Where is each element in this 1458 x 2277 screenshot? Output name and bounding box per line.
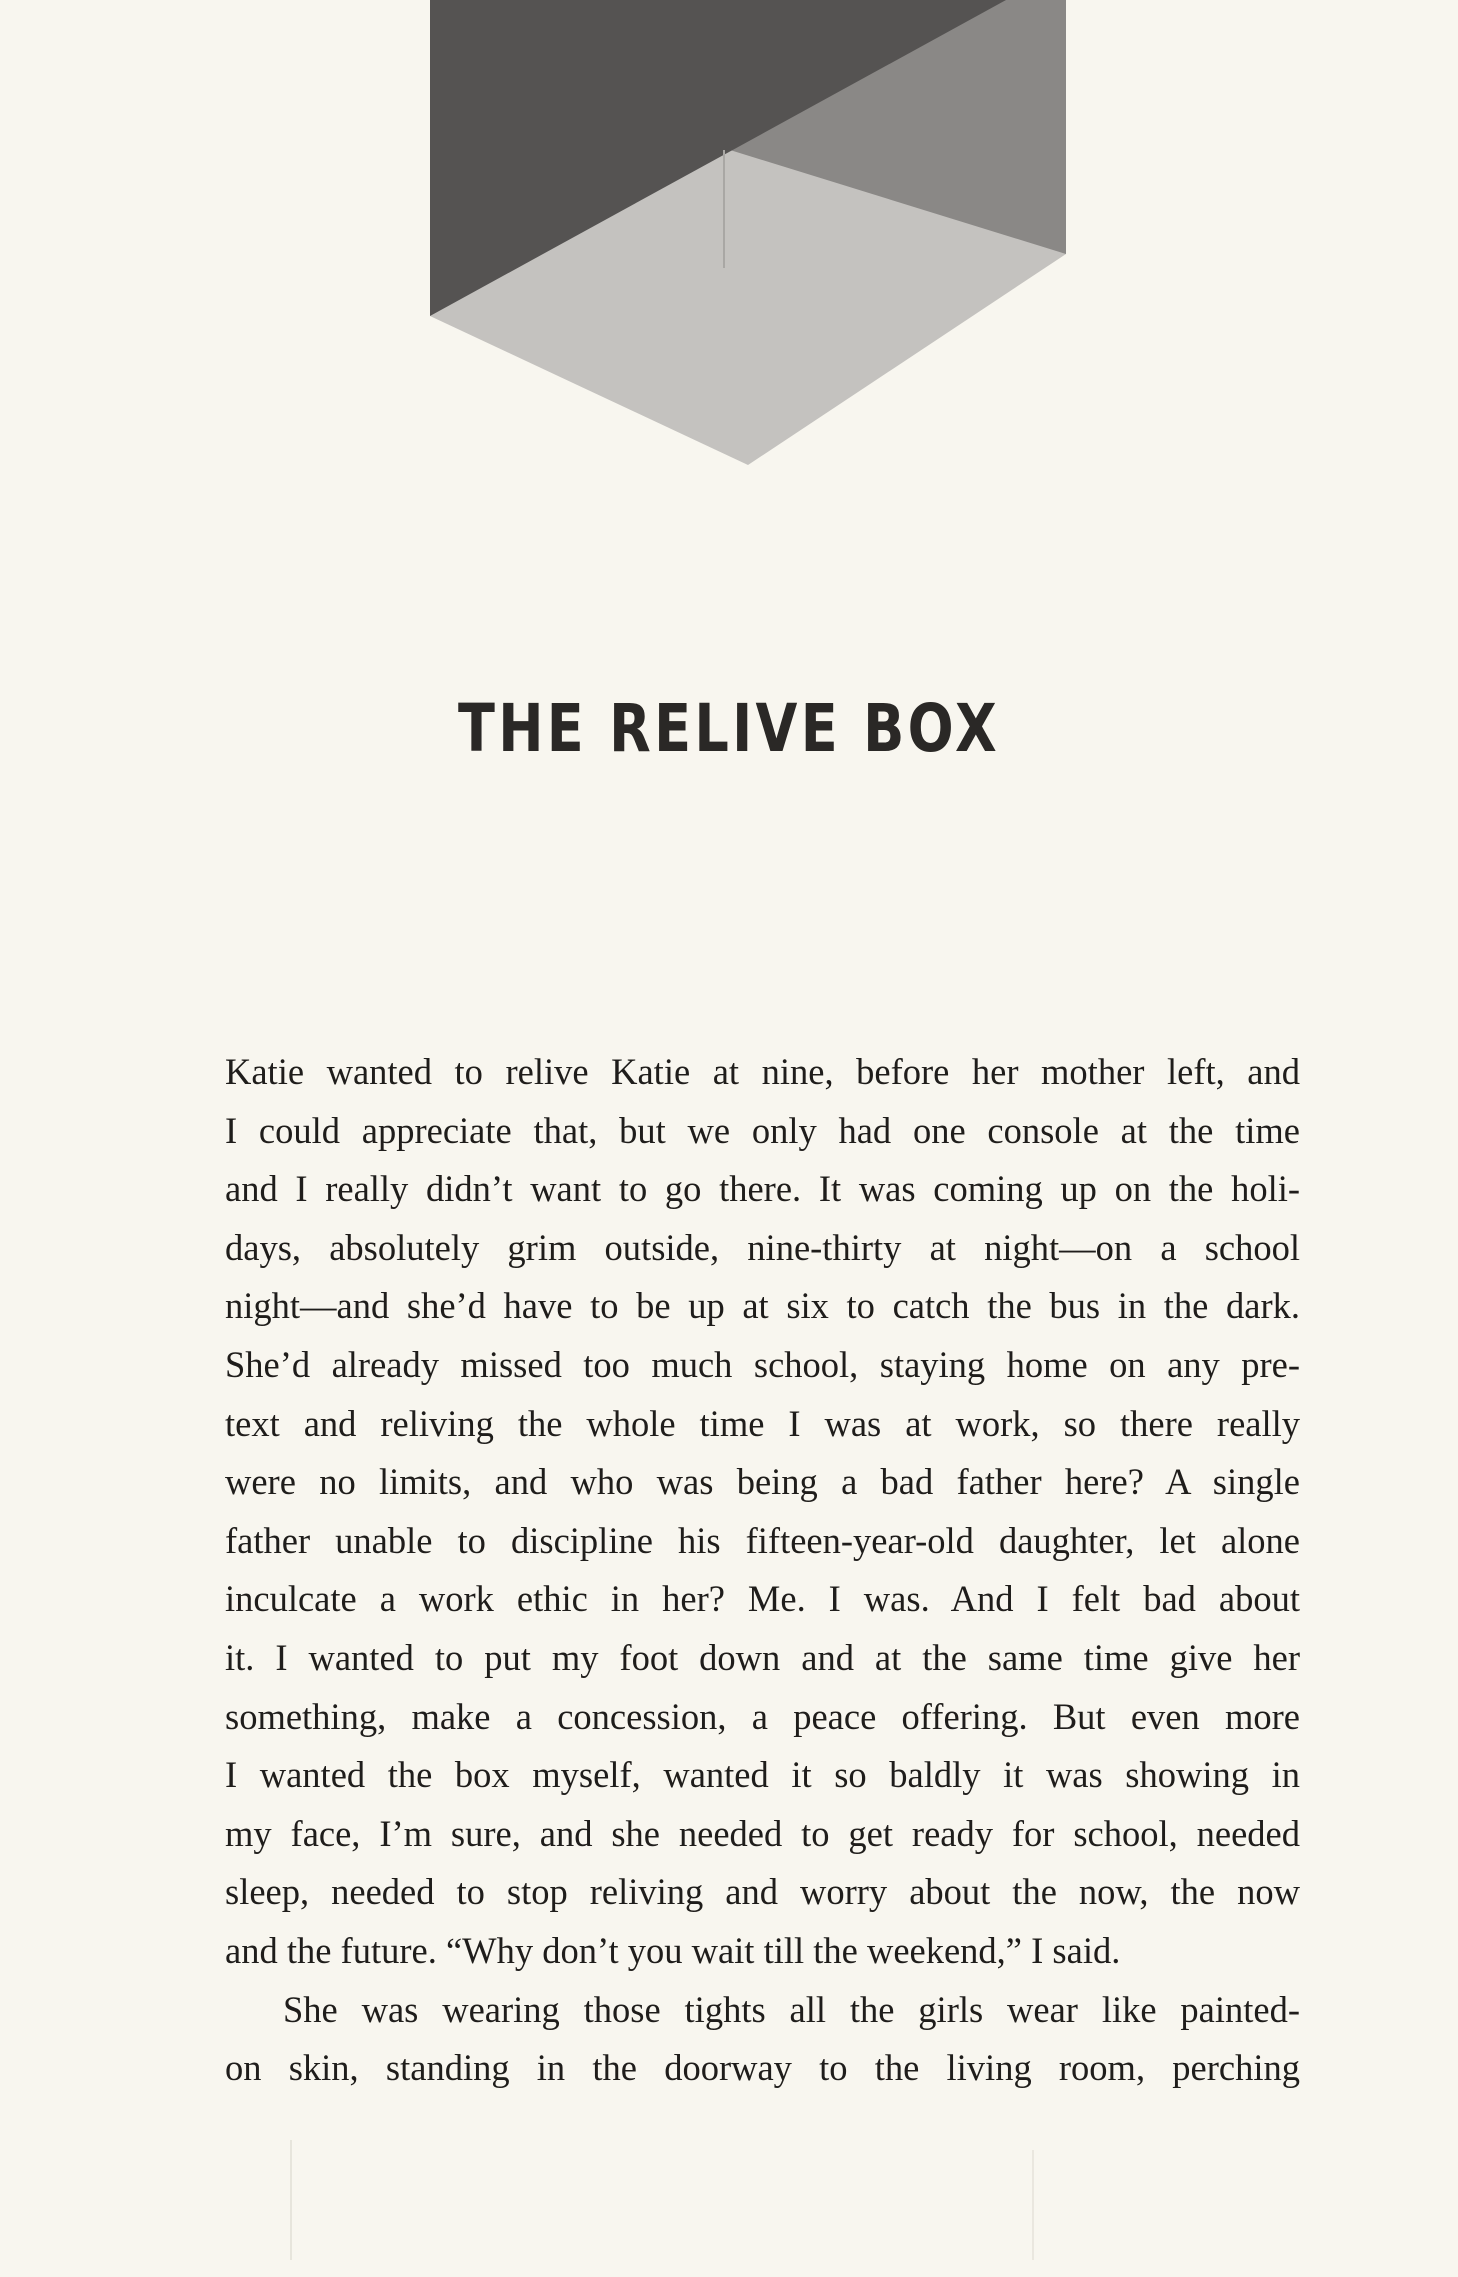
text-line: and the future. “Why don’t you wait till the weekend,” I said. — [225, 1929, 1121, 1971]
text-line: She’d already missed too much school, staying home on any pre- — [225, 1343, 1300, 1385]
paper-speck — [1032, 2150, 1034, 2260]
chapter-title: THE RELIVE BOX — [458, 690, 1000, 767]
hexagon-ornament-icon — [430, 0, 1066, 465]
text-line: father unable to discipline his fifteen-year-old daughter, let alone — [225, 1519, 1300, 1561]
text-line: night—and she’d have to be up at six to catch the bus in the dark. — [225, 1285, 1300, 1327]
chapter-body — [225, 1043, 1300, 2098]
text-line: it. I wanted to put my foot down and at the same time give her — [225, 1636, 1300, 1678]
text-line: inculcate a work ethic in her? Me. I was. And I felt bad about — [225, 1578, 1300, 1620]
text-line: on skin, standing in the doorway to the living room, perching — [225, 2047, 1300, 2089]
text-line: She was wearing those tights all the girls wear like painted- — [283, 1988, 1300, 2030]
text-line: were no limits, and who was being a bad father here? A single — [225, 1461, 1300, 1503]
paragraph-2 — [225, 1981, 1300, 2098]
text-line: I could appreciate that, but we only had one console at the time — [225, 1109, 1300, 1151]
paragraph-1 — [225, 1043, 1300, 1981]
text-line: my face, I’m sure, and she needed to get ready for school, needed — [225, 1812, 1300, 1854]
text-line: text and reliving the whole time I was at work, so there really — [225, 1402, 1300, 1444]
text-line: sleep, needed to stop reliving and worry about the now, the now — [225, 1871, 1300, 1913]
text-line: and I really didn’t want to go there. It was coming up on the holi- — [225, 1168, 1300, 1210]
text-line: something, make a concession, a peace offering. But even more — [225, 1695, 1300, 1737]
text-line: Katie wanted to relive Katie at nine, before her mother left, and — [225, 1051, 1300, 1092]
paper-speck — [290, 2140, 292, 2260]
text-line: days, absolutely grim outside, nine-thirty at night—on a school — [225, 1226, 1300, 1268]
text-line: I wanted the box myself, wanted it so baldly it was showing in — [225, 1754, 1300, 1796]
